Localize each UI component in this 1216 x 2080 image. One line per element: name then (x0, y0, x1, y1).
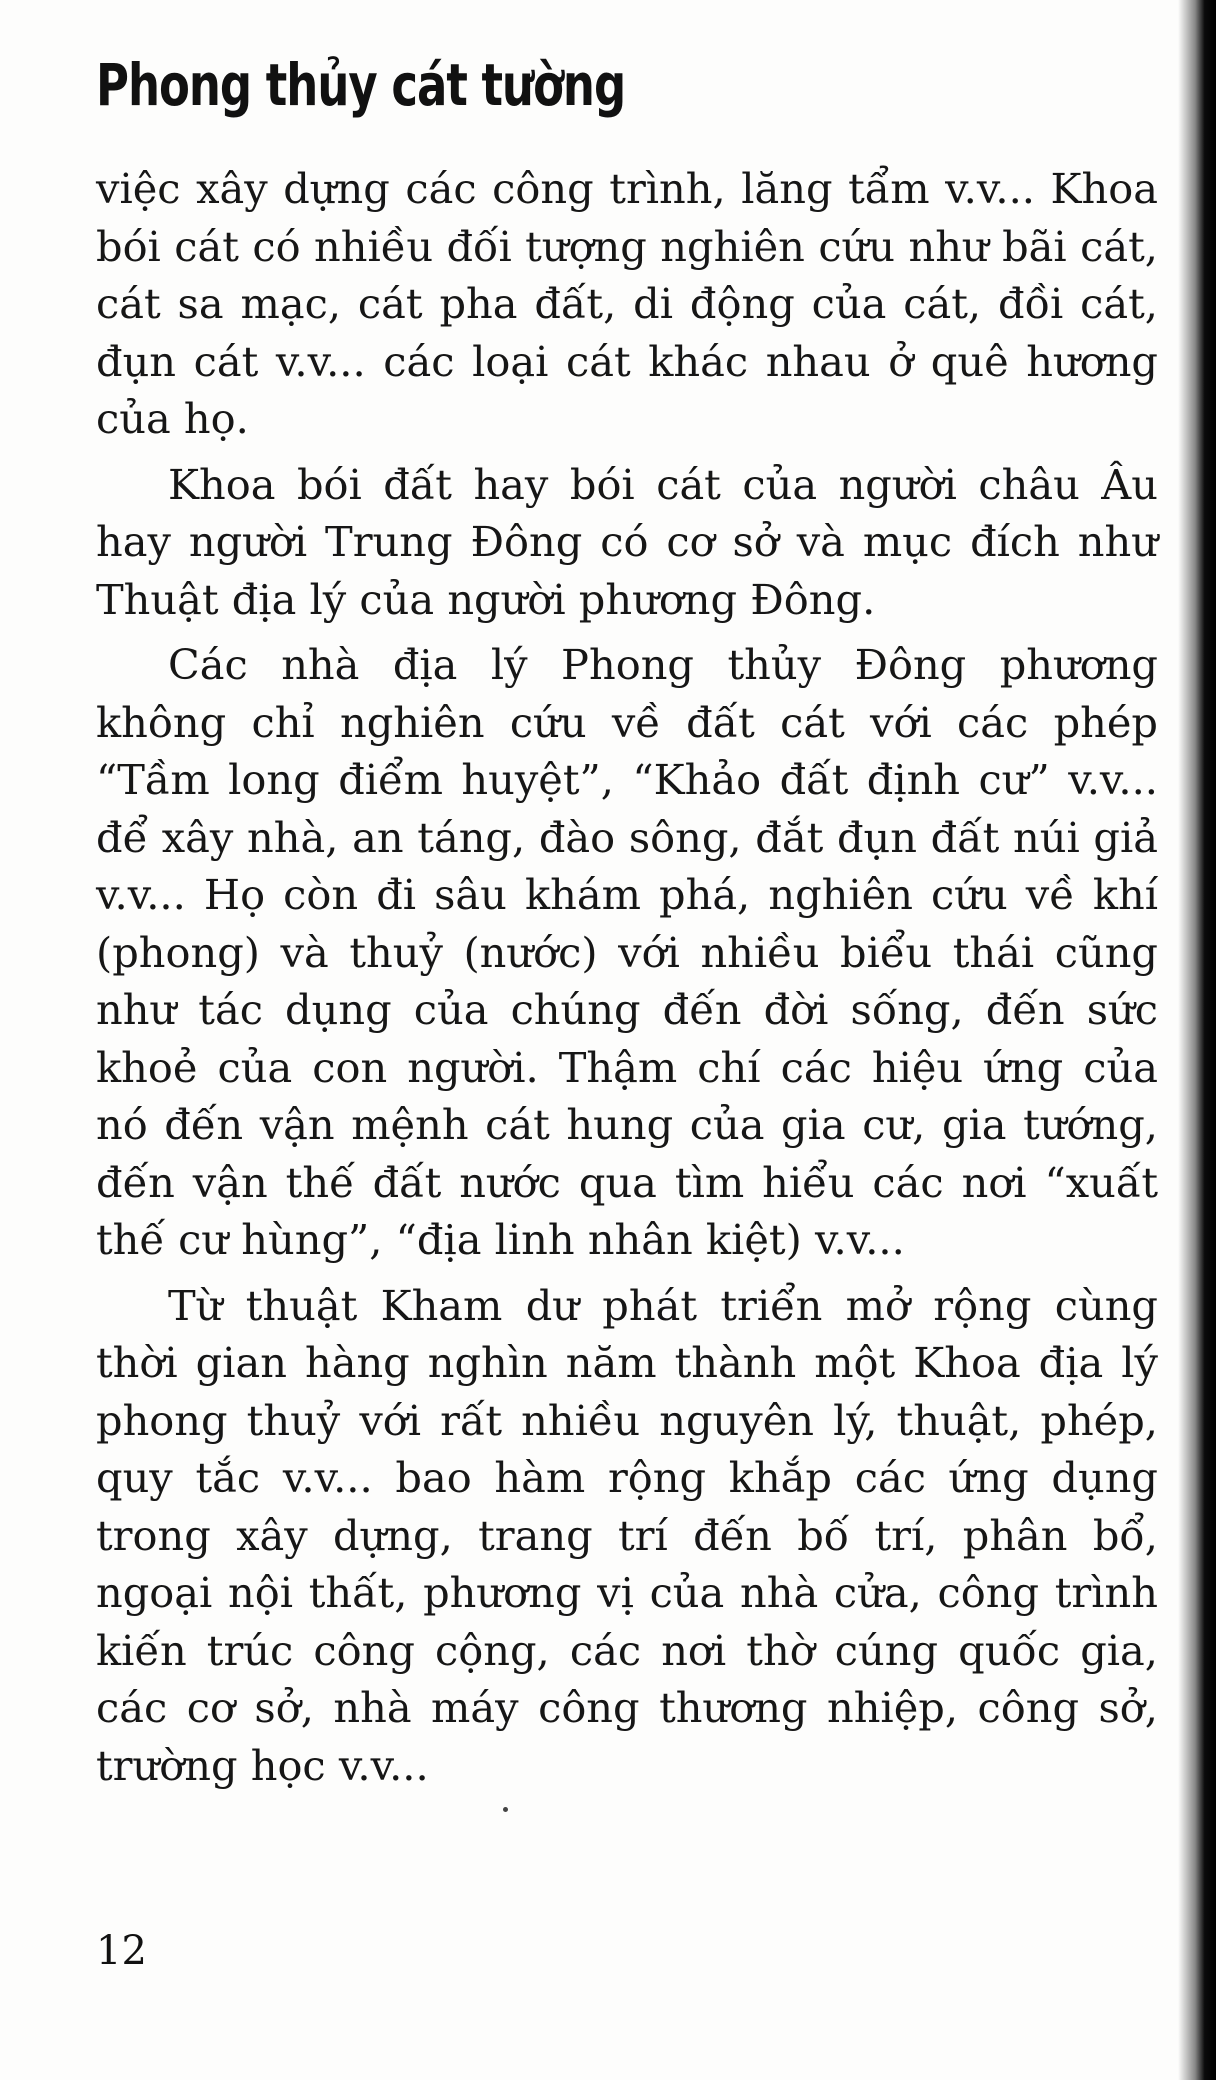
print-speck (503, 1807, 508, 1812)
running-header-title: Phong thủy cát tường (96, 52, 626, 119)
page-number: 12 (96, 1928, 147, 1974)
book-spine-shadow (1178, 0, 1216, 2080)
paragraph: Từ thuật Kham dư phát triển mở rộng cùng thời gian hàng nghìn năm thành một Khoa địa lý phong thuỷ với rất nhiều nguyên lý, thuật, phép, quy tắc v.v... bao hàm rộng khắp các ứng dụng trong xây dựng, trang trí đến bố trí, phân bổ, ngoại nội thất, phương vị của nhà cửa, công trình kiến trúc công cộng, các nơi thờ cúng quốc gia, các cơ sở, nhà máy công thương nhiệp, công sở, trường học v.v... (96, 1280, 1158, 1790)
paragraph-continued: việc xây dựng các công trình, lăng tẩm v.v... Khoa bói cát có nhiều đối tượng nghiên cứu như bãi cát, cát sa mạc, cát pha đất, di động của cát, đồi cát, đụn cát v.v... các loại cát khác nhau ở quê hương của họ. (96, 164, 1158, 443)
page-body-text (96, 160, 1158, 1802)
paragraph: Khoa bói đất hay bói cát của người châu Âu hay người Trung Đông có cơ sở và mục đích như Thuật địa lý của người phương Đông. (96, 459, 1158, 624)
paragraph: Các nhà địa lý Phong thủy Đông phương không chỉ nghiên cứu về đất cát với các phép “Tầm long điểm huyệt”, “Khảo đất định cư” v.v... để xây nhà, an táng, đào sông, đắt đụn đất núi giả v.v... Họ còn đi sâu khám phá, nghiên cứu về khí (phong) và thuỷ (nước) với nhiều biểu thái cũng như tác dụng của chúng đến đời sống, đến sức khoẻ của con người. Thậm chí các hiệu ứng của nó đến vận mệnh cát hung của gia cư, gia tướng, đến vận thế đất nước qua tìm hiểu các nơi “xuất thế cư hùng”, “địa linh nhân kiệt) v.v... (96, 640, 1158, 1264)
